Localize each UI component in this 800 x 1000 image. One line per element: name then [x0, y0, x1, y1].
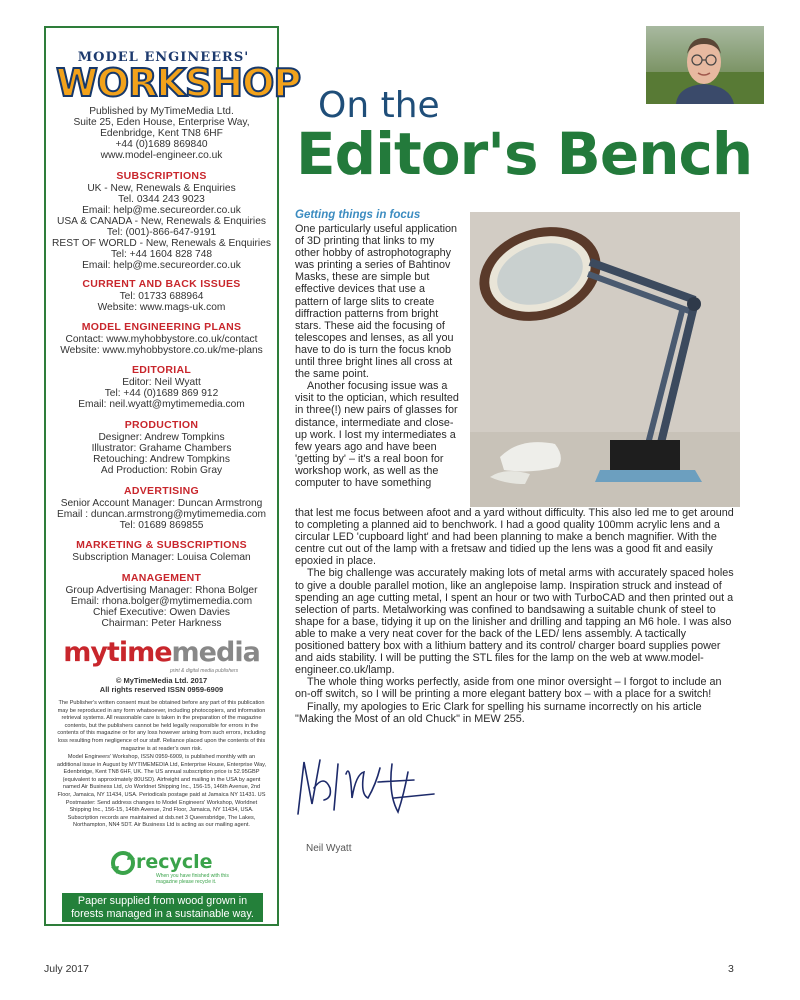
publisher-line: Edenbridge, Kent TN8 6HF [100, 128, 223, 139]
copyright-line: © MyTimeMedia Ltd. 2017 [115, 676, 208, 685]
production-heading: PRODUCTION [124, 419, 199, 431]
brand-part-b: media [171, 637, 260, 668]
management-line: Email: rhona.bolger@mytimemedia.com [70, 596, 253, 607]
plans-heading: MODEL ENGINEERING PLANS [81, 321, 242, 333]
editor-signature [294, 754, 444, 824]
magnifier-lamp-photo [470, 212, 740, 507]
article-body-wide [295, 507, 737, 725]
logo-main-title: WORKSHOP [56, 61, 301, 105]
subscriptions-line: Tel: +44 1604 828 748 [110, 249, 213, 260]
recycle-badge [110, 850, 230, 886]
subscriptions-line: REST OF WORLD - New, Renewals & Enquiries [52, 238, 271, 249]
subscriptions-line: Tel. 0344 243 9023 [118, 194, 205, 205]
page-number: 3 [728, 963, 734, 975]
current-issues-line: Website: www.mags-uk.com [97, 302, 226, 313]
management-line: Chairman: Peter Harkness [101, 618, 222, 629]
management-heading: MANAGEMENT [121, 572, 202, 584]
editorial-line: Email: neil.wyatt@mytimemedia.com [78, 399, 245, 410]
subscriptions-heading: SUBSCRIPTIONS [116, 170, 207, 182]
marketing-line: Subscription Manager: Louisa Coleman [72, 552, 251, 563]
logo-small-title: MODEL ENGINEERS' [77, 50, 250, 65]
body-paragraph: Finally, my apologies to Eric Clark for spelling his surname incorrectly on his article "Making the Most of an old Chuck" in MEW 255. [295, 700, 702, 725]
column-kicker: On the [318, 85, 440, 126]
publisher-line: +44 (0)1689 869840 [115, 139, 208, 150]
body-paragraph: Another focusing issue was a visit to the optician, which resulted in three(!) new pairs of glasses for distance, intermediate and close-up work. I lost my intermediates a few years ago and have been 'getting by' – it's a real boon for workshop work, as well as the computer to have something [295, 380, 459, 489]
publisher-line: Published by MyTimeMedia Ltd. [89, 106, 234, 117]
editor-portrait-photo [646, 26, 764, 104]
body-paragraph: The whole thing works perfectly, aside from one minor oversight – I forgot to include an on-off switch, so I will be printing a more elegant battery box – with a place for a switch! [295, 676, 722, 701]
brand-tagline: print & digital media publishers [170, 668, 239, 674]
current-issues-heading: CURRENT AND BACK ISSUES [82, 278, 241, 290]
subscriptions-line: Email: help@me.secureorder.co.uk [82, 205, 241, 216]
body-paragraph: that lest me focus between afoot and a yard without difficulty. This also led me to get around to completing a planned aid to benchwork. I had a good quality 100mm acrylic lens and a circular LED 'cupboard light' and had been planning to make a bench magnifier. With the centre cut out of the lamp with a fretsaw and tidied up the lens was a good fit and easily epoxied in place. [295, 507, 734, 568]
article-body-narrow [295, 223, 460, 489]
production-line: Designer: Andrew Tompkins [98, 432, 225, 443]
plans-line: Website: www.myhobbystore.co.uk/me-plans [60, 345, 263, 356]
publisher-line: Suite 25, Eden House, Enterprise Way, [73, 117, 250, 128]
publisher-brand-logo [46, 638, 277, 668]
body-paragraph: The big challenge was accurately making lots of metal arms with accurately spaced holes to give a double parallel motion, like an anglepoise lamp. Inspiration struck and instead of spending an age cutting metal, I spent an hour or two with TurboCAD and then printed out a selection of parts. Metalworking was confined to bandsawing a suitable chunk of steel to shape for a base, tidying it up on the linisher and drilling and tapping an M6 hole. I was also able to make a very neat cover for the back of the LED/ lens assembly. A tactically positioned battery box with a lithium battery and its control/ charger board supplies power and aids stability. I will be putting the STL files for the lamp on the web at www.model-engineer.co.uk/lamp. [295, 567, 734, 677]
editorial-line: Editor: Neil Wyatt [122, 377, 201, 388]
subscriptions-line: Email: help@me.secureorder.co.uk [82, 260, 241, 271]
production-line: Illustrator: Grahame Chambers [91, 443, 232, 454]
editorial-heading: EDITORIAL [131, 364, 192, 376]
issue-date: July 2017 [44, 963, 89, 975]
signature-name: Neil Wyatt [306, 843, 352, 854]
production-line: Retouching: Andrew Tompkins [93, 454, 230, 465]
brand-part-a: mytime [63, 637, 172, 668]
legal-fine-print: The Publisher's written consent must be obtained before any part of this publication may be reproduced in any form whatsoever, including photocopiers, and information retrieval systems. All reasonable care is taken in the preparation of the magazine contents, but the publishers cannot be held legally responsible for errors in the contents of this magazine or for any loss however arising from such errors, including loss resulting from negligence of our staff. Reliance placed upon the contents of this magazine is at reader's own risk. [57, 700, 266, 752]
magazine-logo [56, 38, 301, 108]
editorial-line: Tel: +44 (0)1689 869 912 [104, 388, 219, 399]
recycle-icon [110, 850, 136, 876]
copyright-line: All rights reserved ISSN 0959-6909 [99, 685, 224, 694]
recycle-word: recycle [136, 851, 213, 873]
article-subhead: Getting things in focus [295, 209, 421, 221]
sustainable-paper-notice: Paper supplied from wood grown in forests managed in a sustainable way. [62, 893, 263, 922]
subscriptions-line: USA & CANADA - New, Renewals & Enquiries [57, 216, 266, 227]
advertising-line: Email : duncan.armstrong@mytimemedia.com [56, 509, 267, 520]
current-issues-line: Tel: 01733 688964 [119, 291, 204, 302]
column-title: Editor's Bench [296, 120, 753, 188]
subscriptions-line: UK - New, Renewals & Enquiries [87, 183, 236, 194]
management-line: Chief Executive: Owen Davies [92, 607, 231, 618]
publisher-line: www.model-engineer.co.uk [100, 150, 223, 161]
masthead-panel [44, 26, 301, 926]
subscriptions-line: Tel: (001)-866-647-9191 [106, 227, 217, 238]
advertising-line: Tel: 01689 869855 [119, 520, 204, 531]
mailing-fine-print: Model Engineers' Workshop, ISSN 0959-6909, is published monthly with an additional issue in August by MYTIMEMEDIA Ltd, Enterprise House, Enterprise Way, Edenbridge, Kent TN8 6HF, UK. The US annual subscription price is 52.95GBP (equivalent to approximately 80USD). Airfreight and mailing in the USA by agent named Air Business Ltd, c/o Worldnet Shipping Inc., 156-15, 146th Avenue, 2nd Floor, Jamaica, NY 11434, USA. Periodicals postage paid at Jamaica NY 11431. US Postmaster: Send address changes to Model Engineers' Workshop, Worldnet Shipping Inc., 156-15, 146th Avenue, 2nd Floor, Jamaica, NY 11434, USA. Subscription records are maintained at dsb.net 3 Queensbridge, The Lakes, Northampton, NN4 5DT. Air Business Ltd is acting as our mailing agent. [56, 754, 267, 829]
marketing-heading: MARKETING & SUBSCRIPTIONS [76, 539, 247, 551]
advertising-line: Senior Account Manager: Duncan Armstrong [60, 498, 263, 509]
management-line: Group Advertising Manager: Rhona Bolger [65, 585, 258, 596]
recycle-note: When you have finished with this magazine please recycle it. [156, 873, 229, 885]
plans-line: Contact: www.myhobbystore.co.uk/contact [65, 334, 258, 345]
body-paragraph: One particularly useful application of 3D printing that links to my other hobby of astrophotography was printing a series of Bahtinov Masks, these are simple but effective devices that use a pattern of large slits to create diffraction patterns from bright stars. These aid the focusing of telescopes and lenses, as all you have to do is turn the focus knob until three bright lines all cross at the same point. [295, 223, 458, 381]
advertising-heading: ADVERTISING [123, 485, 200, 497]
production-line: Ad Production: Robin Gray [100, 465, 223, 476]
